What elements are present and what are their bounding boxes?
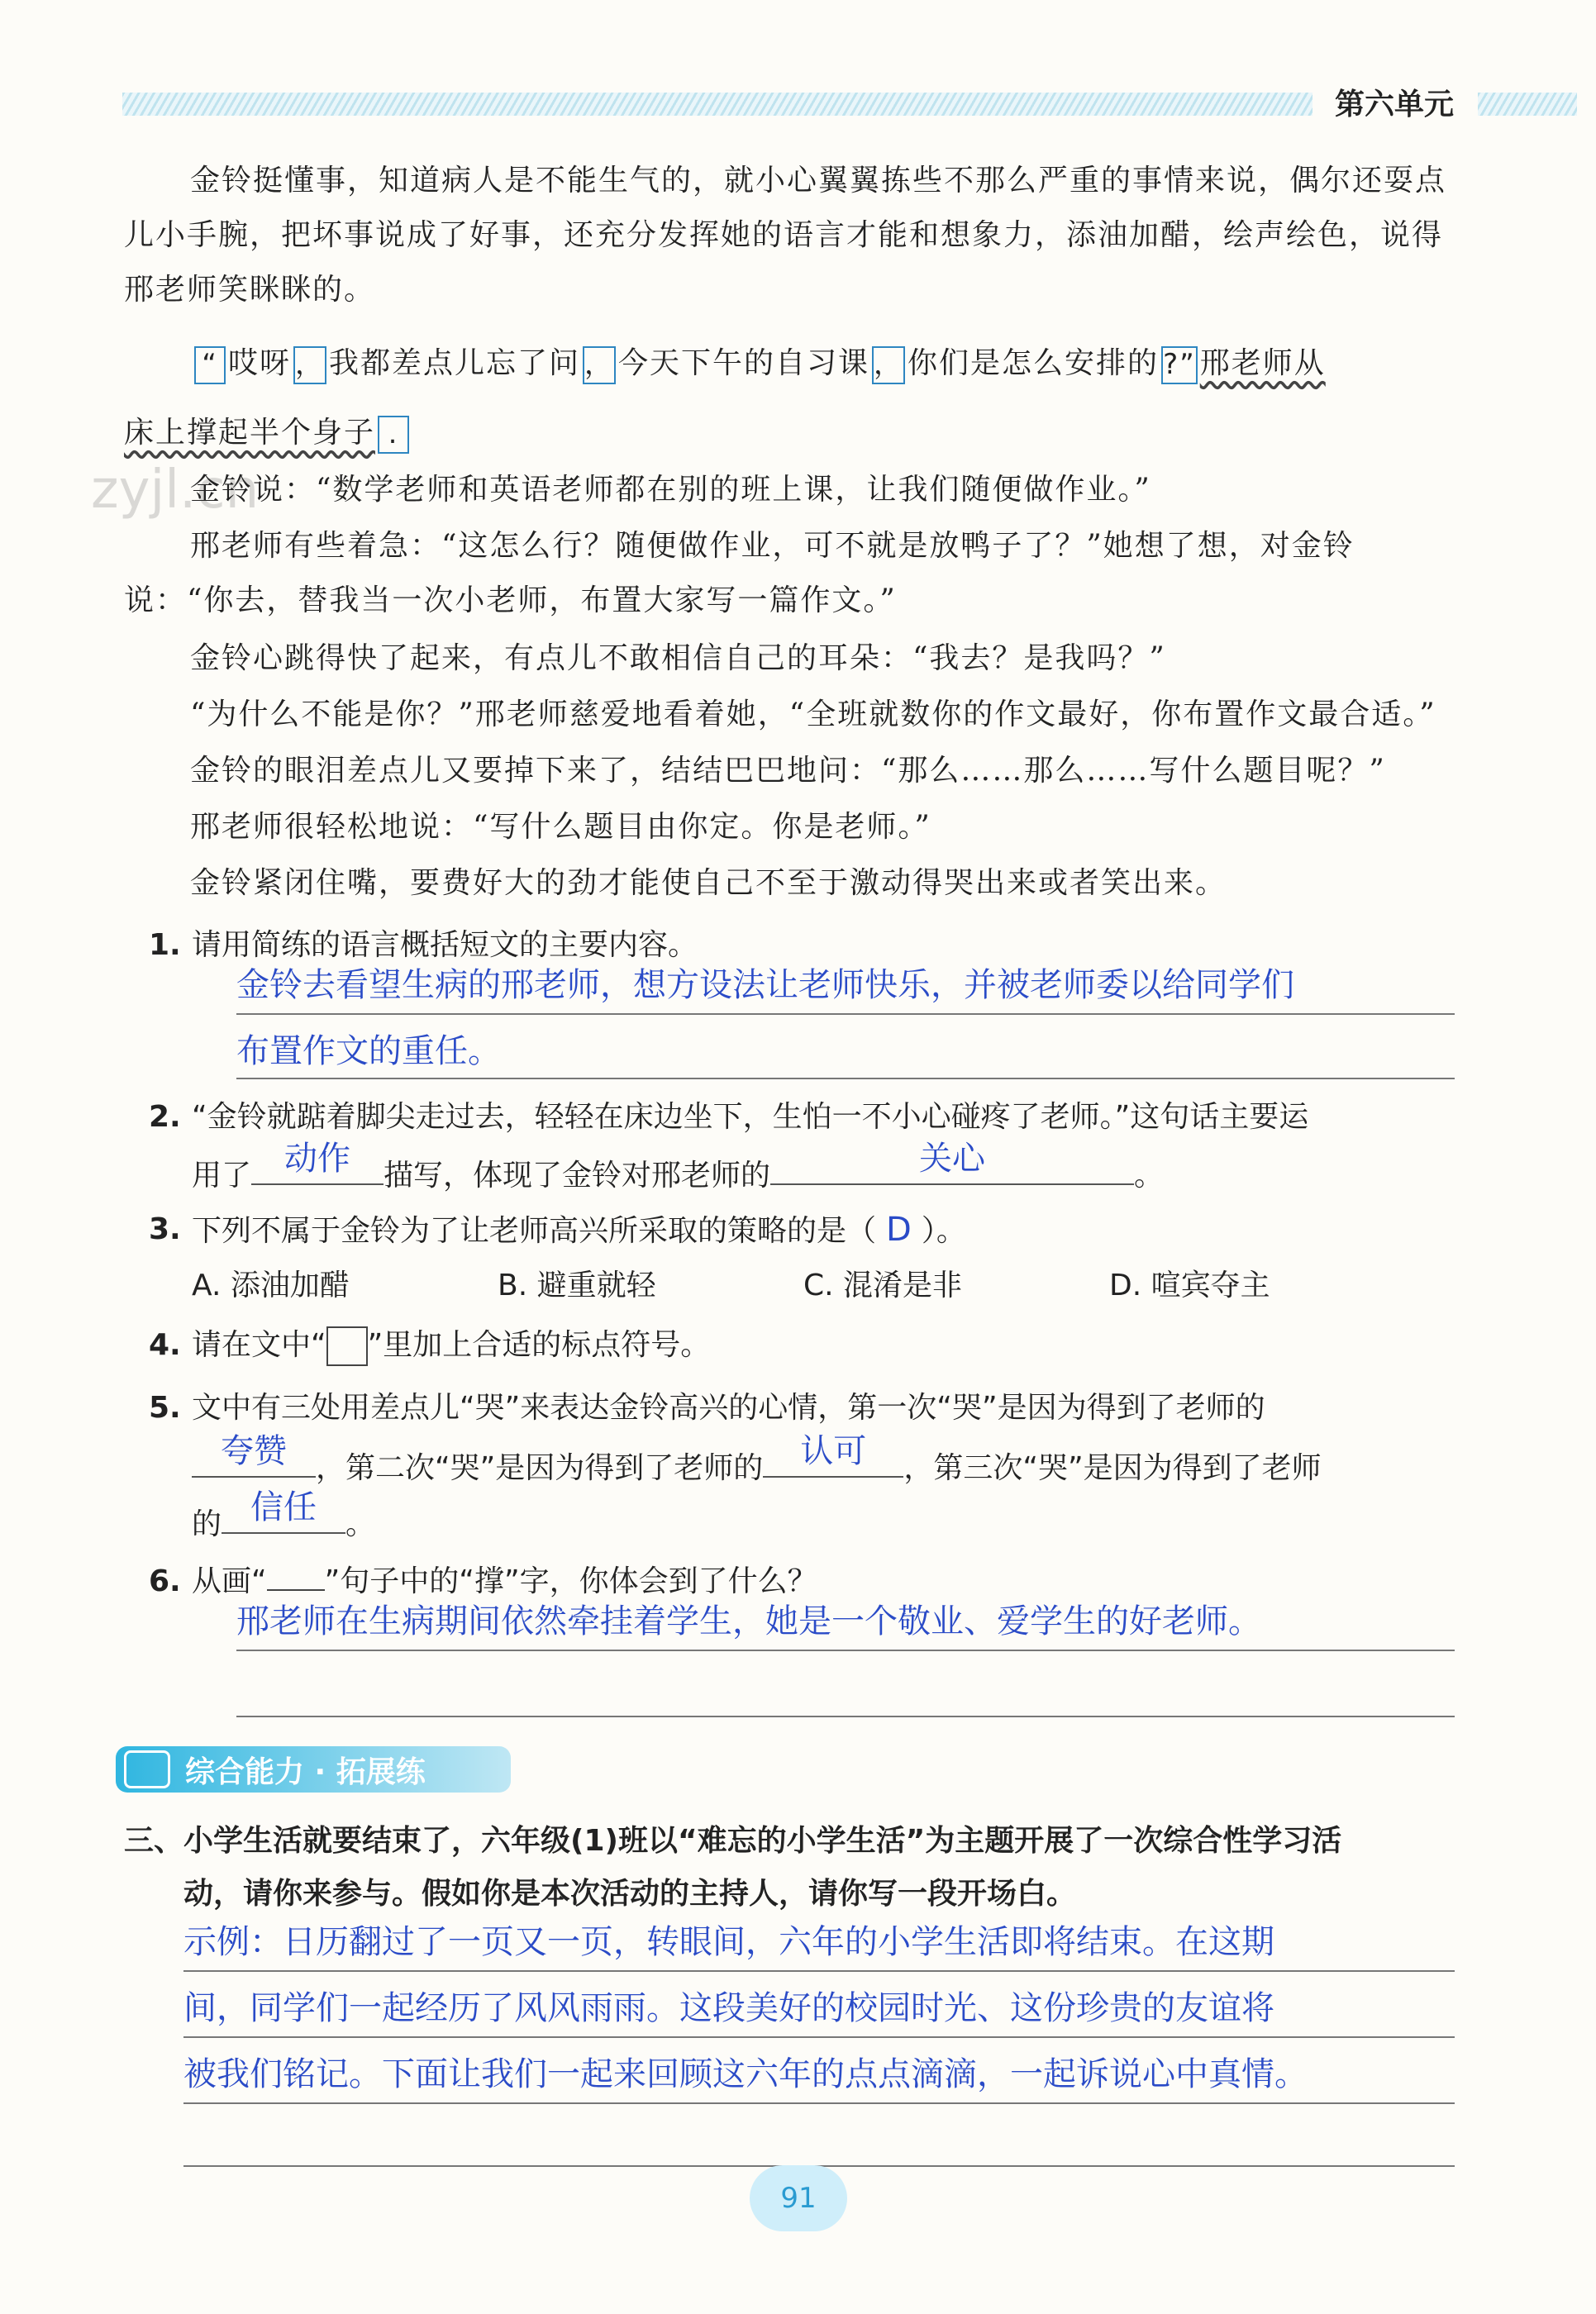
passage-paragraph-1: 金铃挺懂事，知道病人是不能生气的，就小心翼翼拣些不那么严重的事情来说，偶尔还耍点儿小手腕，把坏事说成了好事，还充分发挥她的语言才能和想象力，添油加醋，绘声绘色，说得邢老师笑眯眯的。	[124, 164, 1447, 307]
question-6: 6. 从画“ ”句子中的“撑”字，你体会到了什么？	[149, 1564, 817, 1598]
option-b[interactable]: B. 避重就轻	[498, 1269, 656, 1302]
question-2: 2. “金铃就踮着脚尖走过去，轻轻在床边坐下，生怕一不小心碰疼了老师。”这句话主要运	[149, 1100, 1309, 1134]
punct-box: “	[194, 346, 226, 384]
fill-blank[interactable]: 信任	[222, 1494, 345, 1534]
passage-paragraph-5: 金铃心跳得快了起来，有点儿不敢相信自己的耳朵：“我去？是我吗？”	[190, 641, 1166, 675]
part3-answer-line-3: 被我们铭记。下面让我们一起来回顾这六年的点点滴滴，一起诉说心中真情。	[183, 2055, 1308, 2093]
question-5: 5. 文中有三处用差点儿“哭”来表达金铃高兴的心情，第一次“哭”是因为得到了老师的	[149, 1391, 1265, 1425]
passage-paragraph-9: 金铃紧闭住嘴，要费好大的劲才能使自己不至于激动得哭出来或者笑出来。	[190, 866, 1227, 900]
punct-box: .	[378, 416, 409, 454]
underlined-sentence: 床上撑起半个身子	[124, 416, 376, 450]
question-4: 4. 请在文中“ ”里加上合适的标点符号。	[192, 1317, 1456, 1374]
question-3: 3. 下列不属于金铃为了让老师高兴所采取的策略的是（ D ）。	[149, 1211, 966, 1249]
answer-line	[183, 1970, 1455, 1972]
answer-line	[236, 1078, 1455, 1079]
punct-box: ?”	[1161, 346, 1198, 384]
answer-line	[236, 1650, 1455, 1651]
header-stripe-left	[122, 93, 1313, 116]
unit-title: 第六单元	[1335, 88, 1455, 121]
q1-answer-line-2: 布置作文的重任。	[236, 1032, 501, 1070]
part3-answer-line-2: 间，同学们一起经历了风风雨雨。这段美好的校园时光、这份珍贵的友谊将	[183, 1989, 1274, 2027]
fill-blank[interactable]: 夸赞	[192, 1438, 316, 1478]
passage-paragraph-3: 金铃说：“数学老师和英语老师都在别的班上课，让我们随便做作业。”	[190, 473, 1151, 507]
section-badge	[116, 1746, 511, 1793]
option-a[interactable]: A. 添油加醋	[192, 1269, 350, 1302]
answer-line	[183, 2102, 1455, 2104]
section-title: 综合能力 · 拓展练	[185, 1755, 426, 1789]
question-5-line-2: 夸赞 ，第二次“哭”是因为得到了老师的 认可 ，第三次“哭”是因为得到了老师	[192, 1438, 1456, 1497]
underlined-sentence: 邢老师从	[1199, 346, 1326, 380]
fill-blank[interactable]: 认可	[763, 1438, 903, 1478]
fill-blank[interactable]: 动作	[251, 1145, 384, 1185]
q6-answer: 邢老师在生病期间依然牵挂着学生，她是一个敬业、爱学生的好老师。	[236, 1602, 1261, 1640]
underline-sample	[267, 1564, 325, 1591]
punct-box: ，	[293, 346, 326, 384]
notebook-icon	[124, 1750, 170, 1788]
answer-line	[236, 1716, 1455, 1717]
option-c[interactable]: C. 混淆是非	[803, 1269, 963, 1302]
punct-box: ，	[872, 346, 905, 384]
q3-answer: D	[886, 1211, 912, 1249]
passage-paragraph-2: “ 哎呀 ， 我都差点儿忘了问 ， 今天下午的自习课 ， 你们是怎么安排的 ?” 邢老师从	[192, 331, 1456, 397]
punct-box-sample	[326, 1326, 368, 1366]
part3-prompt: 三、小学生活就要结束了，六年级(1)班以“难忘的小学生活”为主题开展了一次综合性学习活 动，请你来参与。假如你是本次活动的主持人，请你写一段开场白。	[124, 1824, 1342, 1911]
answer-line	[236, 1013, 1455, 1015]
passage-paragraph-2-cont	[124, 400, 1455, 466]
header-stripe-right	[1478, 93, 1577, 116]
passage-paragraph-6: “为什么不能是你？”邢老师慈爱地看着她，“全班就数你的作文最好，你布置作文最合适。”	[190, 698, 1436, 731]
question-1: 1. 请用简练的语言概括短文的主要内容。	[149, 928, 698, 962]
passage-paragraph-4: 邢老师有些着急：“这怎么行？随便做作业，可不就是放鸭子了？”她想了想，对金铃说：“你去，替我当一次小老师，布置大家写一篇作文。”	[124, 529, 1355, 617]
answer-line	[183, 2036, 1455, 2038]
q1-answer-line-1: 金铃去看望生病的邢老师，想方设法让老师快乐，并被老师委以给同学们	[236, 966, 1294, 1004]
question-2-line-2: 用了 动作 描写，体现了金铃对邢老师的 关心 。	[192, 1140, 1165, 1193]
question-5-line-3: 的 信任 。	[192, 1488, 376, 1541]
watermark: zyjl.cn	[91, 459, 260, 521]
passage-paragraph-8: 邢老师很轻松地说：“写什么题目由你定。你是老师。”	[190, 810, 931, 844]
punct-box: ，	[583, 346, 616, 384]
page-number: 91	[750, 2165, 847, 2231]
part3-answer-line-1: 示例：日历翻过了一页又一页，转眼间，六年的小学生活即将结束。在这期	[183, 1923, 1274, 1961]
passage-paragraph-7: 金铃的眼泪差点儿又要掉下来了，结结巴巴地问：“那么……那么……写什么题目呢？”	[190, 754, 1386, 788]
fill-blank[interactable]: 关心	[770, 1145, 1134, 1185]
option-d[interactable]: D. 喧宾夺主	[1109, 1269, 1270, 1302]
